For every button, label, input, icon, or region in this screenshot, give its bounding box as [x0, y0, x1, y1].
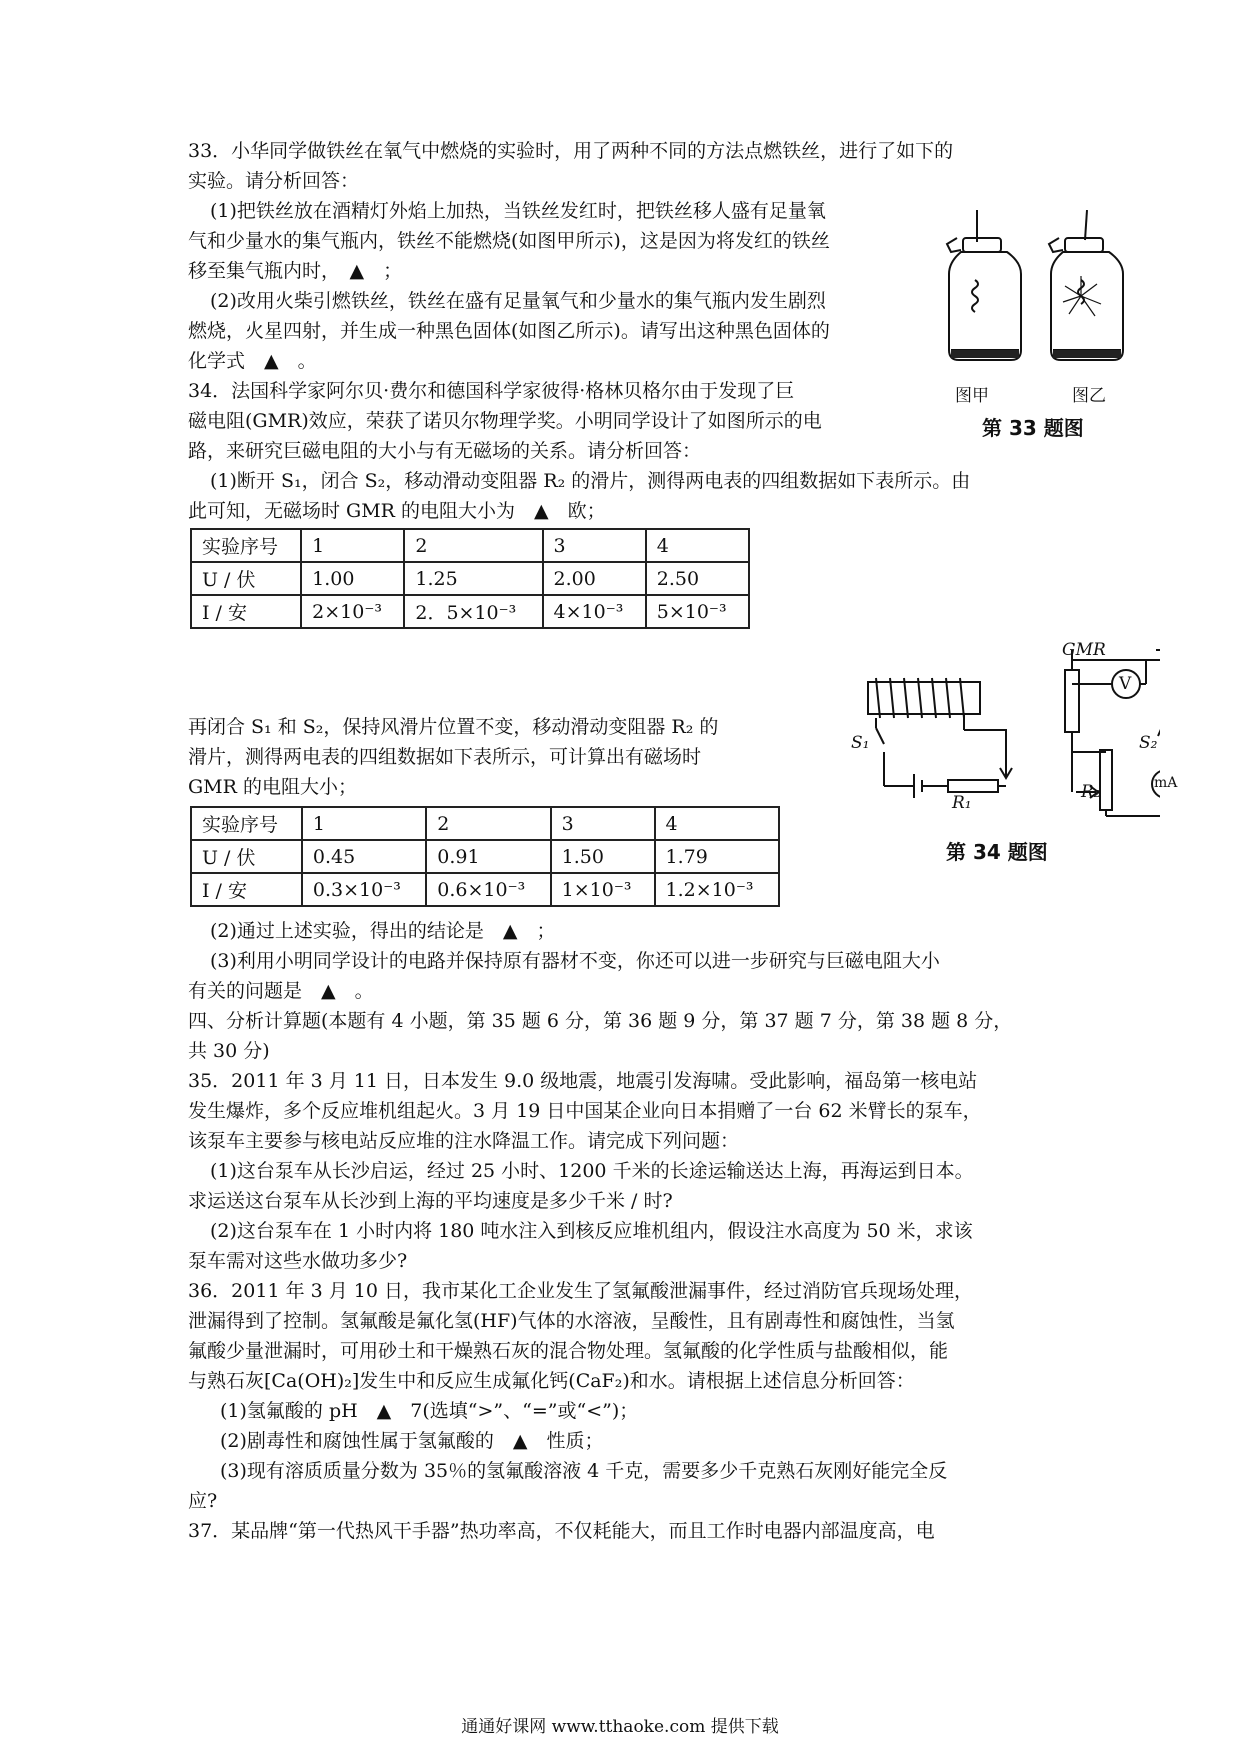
- q34-part1-line-2: 此可知，无磁场时 GMR 的电阻大小为 ▲ 欧；: [188, 500, 606, 522]
- table-cell: 1.50: [551, 840, 655, 873]
- table-cell: 1×10⁻³: [551, 873, 655, 906]
- q34-part1-line-1: (1)断开 S₁，闭合 S₂，移动滑动变阻器 R₂ 的滑片，测得两电表的四组数据如下表所示。由: [210, 470, 971, 492]
- q36-line-2: 泄漏得到了控制。氢氟酸是氟化氢(HF)气体的水溶液，呈酸性，且有剧毒性和腐蚀性，当氢: [188, 1310, 955, 1332]
- table-cell: 4: [646, 529, 749, 562]
- q36-part3-line-2: 应?: [188, 1490, 218, 1512]
- q35-part1-line-1: (1)这台泵车从长沙启运，经过 25 小时、1200 千米的长途运输送达上海，再海运到日本。: [210, 1160, 974, 1182]
- electromagnet-coil: [876, 678, 964, 718]
- rheostat-r1: [948, 780, 998, 792]
- gmr-resistor: [1065, 670, 1079, 732]
- q35-line-2: 发生爆炸，多个反应堆机组起火。3 月 19 日中国某企业向日本捐赠了一台 62 米臂长的泵车，: [188, 1100, 982, 1122]
- table-cell: 2: [426, 807, 550, 840]
- table-row: [191, 529, 749, 562]
- table-cell: 3: [543, 529, 646, 562]
- table-cell: 2.50: [646, 562, 749, 595]
- q34-part3-line-1: (3)利用小明同学设计的电路并保持原有器材不变，你还可以进一步研究与巨磁电阻大小: [210, 950, 940, 972]
- q35-part1-line-2: 求运送这台泵车从长沙到上海的平均速度是多少千米 / 时?: [188, 1190, 673, 1212]
- table-cell: 1.00: [301, 562, 404, 595]
- table-cell: 2: [404, 529, 542, 562]
- table-cell: 实验序号: [191, 529, 301, 562]
- table-row: [191, 595, 749, 628]
- table-cell: 2．5×10⁻³: [404, 595, 542, 628]
- q33-part1-line-1: (1)把铁丝放在酒精灯外焰上加热，当铁丝发红时，把铁丝移人盛有足量氧: [210, 200, 826, 222]
- table-cell: 0.91: [426, 840, 550, 873]
- switch-s1: [876, 728, 884, 744]
- circuit-label-v: V: [1119, 674, 1132, 694]
- q33-part2-line-2: 燃烧，火星四射，并生成一种黑色固体(如图乙所示)。请写出这种黑色固体的: [188, 320, 830, 342]
- q34-mid-line-1: 再闭合 S₁ 和 S₂，保持风滑片位置不变，移动滑动变阻器 R₂ 的: [188, 716, 719, 738]
- table-cell: 1: [302, 807, 426, 840]
- q34-part2-line: (2)通过上述实验，得出的结论是 ▲ ；: [210, 920, 556, 942]
- table-cell: U / 伏: [191, 562, 301, 595]
- table-cell: 0.3×10⁻³: [302, 873, 426, 906]
- table-cell: 2.00: [543, 562, 646, 595]
- q36-line-4: 与熟石灰[Ca(OH)₂]发生中和反应生成氟化钙(CaF₂)和水。请根据上述信息分析回答：: [188, 1370, 915, 1392]
- circuit-label-r1: R₁: [952, 793, 972, 813]
- q34-figure-caption: 第 34 题图: [946, 840, 1048, 864]
- q36-part2-line: (2)剧毒性和腐蚀性属于氢氟酸的 ▲ 性质；: [220, 1430, 604, 1452]
- switch-s2: [1158, 718, 1160, 736]
- table-cell: 1: [301, 529, 404, 562]
- q33-gas-jar-figure: [935, 210, 1135, 370]
- table-row: [191, 562, 749, 595]
- q34-mid-line-2: 滑片，测得两电表的四组数据如下表所示，可计算出有磁场时: [188, 746, 702, 768]
- q34-part3-line-2: 有关的问题是 ▲ 。: [188, 980, 374, 1002]
- table-cell: 0.45: [302, 840, 426, 873]
- q34-line-1: 34．法国科学家阿尔贝·费尔和德国科学家彼得·格林贝格尔由于发现了巨: [188, 380, 795, 402]
- q33-part1-line-3: 移至集气瓶内时， ▲ ；: [188, 260, 403, 282]
- table-cell: U / 伏: [191, 840, 302, 873]
- table-cell: 4: [655, 807, 779, 840]
- q33-part2-line-1: (2)改用火柴引燃铁丝，铁丝在盛有足量氧气和少量水的集气瓶内发生剧烈: [210, 290, 826, 312]
- q34-mid-line-3: GMR 的电阻大小；: [188, 776, 357, 798]
- gas-jar-b-illustration: [1049, 210, 1123, 360]
- table-cell: I / 安: [191, 873, 302, 906]
- gas-jar-a-illustration: [947, 210, 1021, 360]
- q36-part1-line: (1)氢氟酸的 pH ▲ 7(选填“>”、“=”或“<”)；: [220, 1400, 639, 1422]
- table-cell: 2×10⁻³: [301, 595, 404, 628]
- table-cell: 5×10⁻³: [646, 595, 749, 628]
- q35-part2-line-2: 泵车需对这些水做功多少?: [188, 1250, 408, 1272]
- q34-table-with-field: [190, 806, 780, 907]
- table-row: [191, 873, 779, 906]
- circuit-label-gmr: GMR: [1062, 640, 1106, 660]
- table-cell: I / 安: [191, 595, 301, 628]
- section4-heading-line-1: 四、分析计算题(本题有 4 小题，第 35 题 6 分，第 36 题 9 分，第 37 题 7 分，第 38 题 8 分，: [188, 1010, 1013, 1032]
- circuit-label-ma: mA: [1154, 775, 1178, 791]
- q33-intro-line-1: 33．小华同学做铁丝在氧气中燃烧的实验时，用了两种不同的方法点燃铁丝，进行了如下的: [188, 140, 954, 162]
- table-row: [191, 807, 779, 840]
- q33-part2-line-3: 化学式 ▲ 。: [188, 350, 317, 372]
- q33-figure-caption: 第 33 题图: [982, 416, 1084, 440]
- q34-line-3: 路，来研究巨磁电阻的大小与有无磁场的关系。请分析回答：: [188, 440, 702, 462]
- table-cell: 0.6×10⁻³: [426, 873, 550, 906]
- page-footer: 通通好课网 www.tthaoke.com 提供下载: [461, 1717, 779, 1737]
- q35-line-1: 35．2011 年 3 月 11 日，日本发生 9.0 级地震，地震引发海啸。受此影响，福岛第一核电站: [188, 1070, 978, 1092]
- table-cell: 4×10⁻³: [543, 595, 646, 628]
- q36-part3-line-1: (3)现有溶质质量分数为 35％的氢氟酸溶液 4 千克，需要多少千克熟石灰刚好能完全反: [220, 1460, 948, 1482]
- q35-part2-line-1: (2)这台泵车在 1 小时内将 180 吨水注入到核反应堆机组内，假设注水高度为 50 米，求该: [210, 1220, 973, 1242]
- q36-line-1: 36．2011 年 3 月 10 日，我市某化工企业发生了氢氟酸泄漏事件，经过消防官兵现场处理，: [188, 1280, 973, 1302]
- rheostat-r2: [1100, 750, 1112, 810]
- circuit-label-r2: R₂: [1081, 782, 1101, 802]
- q33-figure-label-a: 图甲: [955, 386, 989, 406]
- q34-circuit-diagram: [840, 640, 1160, 840]
- q33-figure-label-b: 图乙: [1072, 386, 1106, 406]
- table-cell: 3: [551, 807, 655, 840]
- q34-table-no-field: [190, 528, 750, 629]
- table-cell: 1.25: [404, 562, 542, 595]
- table-cell: 实验序号: [191, 807, 302, 840]
- table-cell: 1.79: [655, 840, 779, 873]
- q33-part1-line-2: 气和少量水的集气瓶内，铁丝不能燃烧(如图甲所示)，这是因为将发红的铁丝: [188, 230, 830, 252]
- section4-heading-line-2: 共 30 分): [188, 1040, 270, 1062]
- q35-line-3: 该泵车主要参与核电站反应堆的注水降温工作。请完成下列问题：: [188, 1130, 740, 1152]
- q37-line-1: 37．某品牌“第一代热风干手器”热功率高，不仅耗能大，而且工作时电器内部温度高，电: [188, 1520, 935, 1542]
- q36-line-3: 氟酸少量泄漏时，可用砂土和干燥熟石灰的混合物处理。氢氟酸的化学性质与盐酸相似，能: [188, 1340, 949, 1362]
- q33-intro-line-2: 实验。请分析回答：: [188, 170, 360, 192]
- q34-line-2: 磁电阻(GMR)效应，荣获了诺贝尔物理学奖。小明同学设计了如图所示的电: [188, 410, 822, 432]
- circuit-label-s2: S₂: [1139, 733, 1158, 753]
- circuit-label-s1: S₁: [851, 733, 870, 753]
- table-cell: 1.2×10⁻³: [655, 873, 779, 906]
- table-row: [191, 840, 779, 873]
